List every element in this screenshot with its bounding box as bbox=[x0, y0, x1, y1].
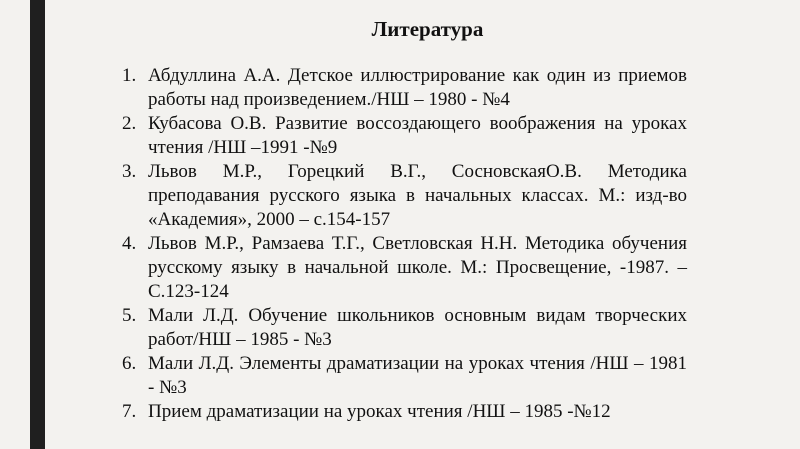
list-item bbox=[122, 160, 687, 232]
reference-list bbox=[122, 64, 687, 424]
list-item-text: Львов М.Р., Горецкий В.Г., СосновскаяО.В. Методика преподавания русского языка в начальных классах. М.: изд-во «Академия», 2000 – с.154-157 bbox=[148, 161, 687, 230]
list-item bbox=[122, 304, 687, 352]
list-item-text: Прием драматизации на уроках чтения /НШ – 1985 -№12 bbox=[148, 401, 611, 422]
list-item bbox=[122, 400, 687, 424]
list-item-number: 5. bbox=[122, 305, 137, 326]
list-item bbox=[122, 112, 687, 160]
list-item-text: Львов М.Р., Рамзаева Т.Г., Светловская Н.Н. Методика обучения русскому языку в начальной школе. М.: Просвещение, -1987. –С.123-124 bbox=[148, 233, 687, 302]
list-item bbox=[122, 232, 687, 304]
list-item-text: Мали Л.Д. Элементы драматизации на уроках чтения /НШ – 1981 - №3 bbox=[148, 353, 687, 398]
list-item-number: 4. bbox=[122, 233, 137, 254]
list-item-text: Абдуллина А.А. Детское иллюстрирование как один из приемов работы над произведением./НШ – 1980 - №4 bbox=[148, 65, 687, 110]
list-item-text: Кубасова О.В. Развитие воссоздающего воображения на уроках чтения /НШ –1991 -№9 bbox=[148, 113, 687, 158]
list-item-number: 6. bbox=[122, 353, 137, 374]
list-item bbox=[122, 64, 687, 112]
list-item-number: 2. bbox=[122, 113, 137, 134]
list-item-number: 3. bbox=[122, 161, 137, 182]
list-item-number: 1. bbox=[122, 65, 137, 86]
slide-title: Литература bbox=[371, 17, 484, 41]
slide-accent-bar bbox=[30, 0, 45, 449]
list-item bbox=[122, 352, 687, 400]
list-item-text: Мали Л.Д. Обучение школьников основным видам творческих работ/НШ – 1985 - №3 bbox=[148, 305, 687, 350]
list-item-number: 7. bbox=[122, 401, 137, 422]
